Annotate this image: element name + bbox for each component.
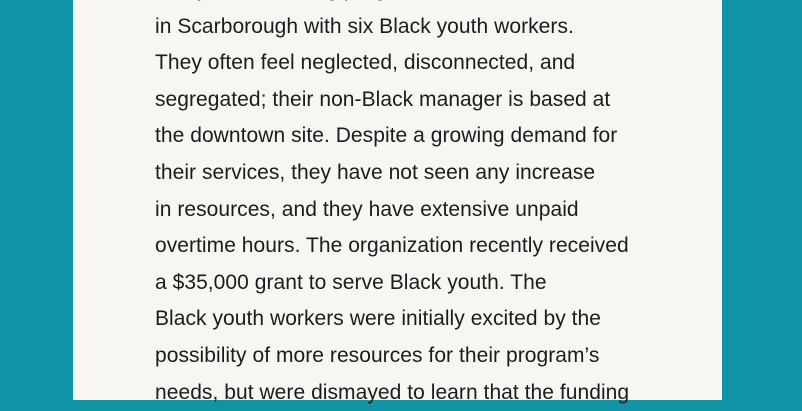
text-line: a $35,000 grant to serve Black youth. The <box>155 270 547 294</box>
text-line: overtime hours. The organization recently received <box>155 234 629 258</box>
body-paragraph <box>155 0 675 411</box>
text-line <box>155 0 675 9</box>
text-line: possibility of more resources for their program’s <box>155 343 600 367</box>
text-line: in resources, and they have extensive unpaid <box>155 197 579 221</box>
text-line: They often feel neglected, disconnected, and <box>155 51 576 75</box>
text-line: needs, but were dismayed to learn that the funding <box>155 380 630 404</box>
text-line: Black youth workers were initially excited by the <box>155 307 601 331</box>
text-line: in Scarborough with six Black youth workers. <box>155 14 574 38</box>
text-line: segregated; their non-Black manager is based at <box>155 87 611 111</box>
text-line: the downtown site. Despite a growing demand for <box>155 124 618 148</box>
text-line: their services, they have not seen any increase <box>155 160 596 184</box>
text-card <box>73 0 722 404</box>
